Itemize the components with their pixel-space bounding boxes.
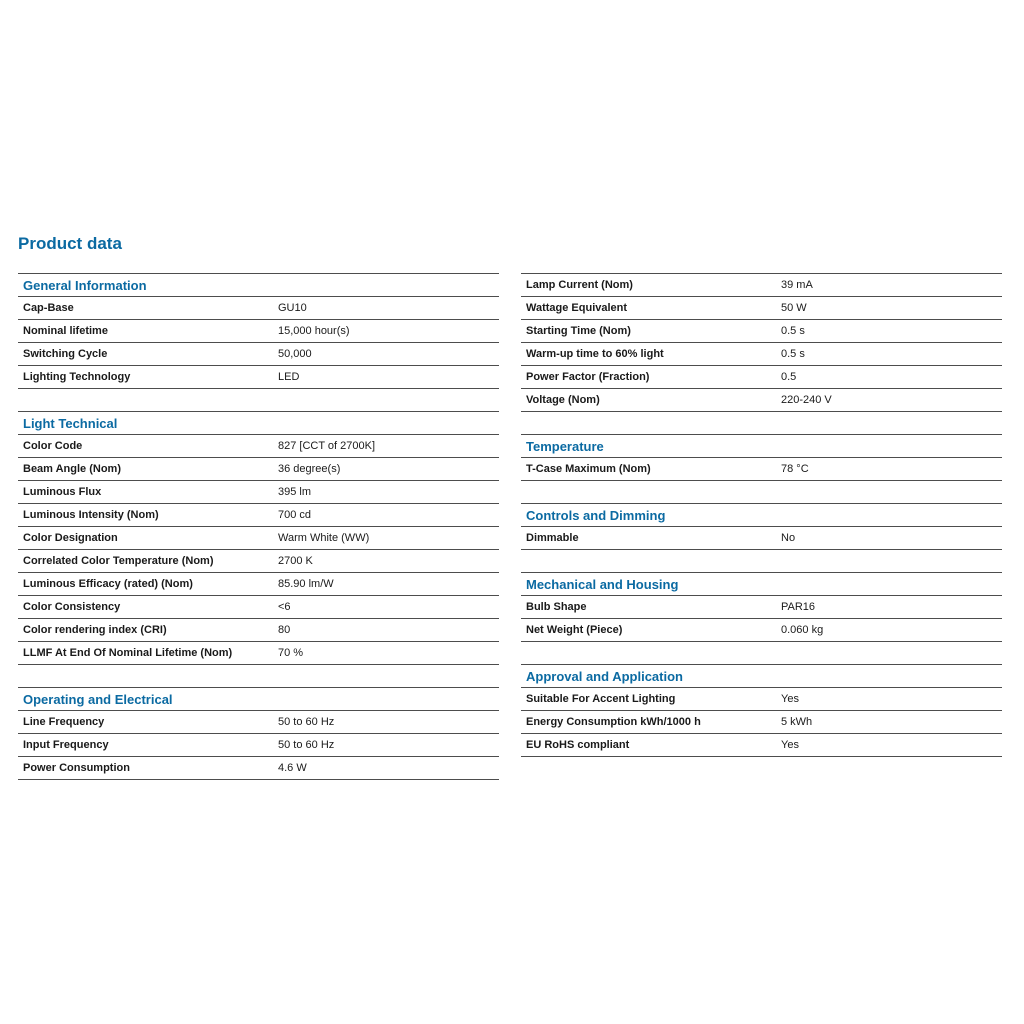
spec-label: T-Case Maximum (Nom) [526,463,651,475]
spec-value: 50 to 60 Hz [278,739,335,751]
spec-row-luminous-efficacy-rated-nom [18,573,499,596]
spec-value: PAR16 [781,601,816,613]
spec-label: Color rendering index (CRI) [23,624,167,636]
left-spec-column [18,273,499,780]
spec-value: 395 lm [278,486,312,498]
spec-row-wattage-equivalent [521,297,1002,320]
spec-value: 5 kWh [781,716,813,728]
spec-label: Energy Consumption kWh/1000 h [526,716,701,728]
spec-row-t-case-maximum-nom [521,458,1002,481]
spec-label: Correlated Color Temperature (Nom) [23,555,214,567]
spec-label: Voltage (Nom) [526,394,600,406]
spec-label: Luminous Efficacy (rated) (Nom) [23,578,193,590]
spec-value: 80 [278,624,291,636]
spec-label: Switching Cycle [23,348,108,360]
spec-value: 39 mA [781,279,813,291]
section-heading-controls-and-dimming: Controls and Dimming [521,504,1002,527]
spec-label: Input Frequency [23,739,109,751]
spec-row-luminous-intensity-nom [18,504,499,527]
spec-row-voltage-nom [521,389,1002,412]
spec-row-line-frequency [18,711,499,734]
section-heading-approval-and-application: Approval and Application [521,665,1002,688]
spec-label: EU RoHS compliant [526,739,630,751]
spec-value: 78 °C [781,463,809,475]
spec-value: 70 % [278,647,304,659]
spec-label: Luminous Flux [23,486,102,498]
spec-value: 0.5 s [781,348,805,360]
spec-row-starting-time-nom [521,320,1002,343]
section-heading-light-technical: Light Technical [18,412,499,435]
spec-value: <6 [278,601,291,613]
spec-label: Dimmable [526,532,579,544]
spec-row-color-consistency [18,596,499,619]
spec-row-beam-angle-nom [18,458,499,481]
spec-row-cap-base [18,297,499,320]
spec-value: Yes [781,693,799,705]
spec-value: 220-240 V [781,394,832,406]
section-spacer [521,642,1002,665]
spec-label: Suitable For Accent Lighting [526,693,676,705]
page-title: Product data [18,234,122,253]
spec-value: 0.060 kg [781,624,824,636]
spec-value: 827 [CCT of 2700K] [278,440,376,452]
section-spacer [18,389,499,412]
spec-value: 0.5 s [781,325,805,337]
section-spacer [521,550,1002,573]
spec-row-color-code [18,435,499,458]
spec-value: 4.6 W [278,762,307,774]
spec-label: Beam Angle (Nom) [23,463,121,475]
spec-label: Net Weight (Piece) [526,624,623,636]
spec-row-energy-consumption-kwh-1000-h [521,711,1002,734]
spec-row-net-weight-piece [521,619,1002,642]
spec-value: 700 cd [278,509,312,521]
spec-label: Nominal lifetime [23,325,108,337]
spec-row-lighting-technology [18,366,499,389]
spec-label: Power Consumption [23,762,130,774]
spec-label: Bulb Shape [526,601,587,613]
spec-label: Wattage Equivalent [526,302,628,314]
spec-row-eu-rohs-compliant [521,734,1002,757]
spec-value: LED [278,371,300,383]
spec-row-power-factor-fraction [521,366,1002,389]
spec-label: Line Frequency [23,716,105,728]
spec-label: Warm-up time to 60% light [526,348,664,360]
spec-row-warm-up-time-to-60-light [521,343,1002,366]
section-spacer [521,412,1002,435]
section-spacer [18,665,499,688]
section-heading-temperature: Temperature [521,435,1002,458]
spec-label: Power Factor (Fraction) [526,371,650,383]
spec-row-input-frequency [18,734,499,757]
spec-row-suitable-for-accent-lighting [521,688,1002,711]
spec-row-nominal-lifetime [18,320,499,343]
spec-value: 15,000 hour(s) [278,325,350,337]
spec-label: Lamp Current (Nom) [526,279,633,291]
section-heading-operating-and-electrical: Operating and Electrical [18,688,499,711]
spec-row-lamp-current-nom [521,274,1002,297]
spec-label: Luminous Intensity (Nom) [23,509,159,521]
spec-value: Warm White (WW) [278,532,370,544]
section-heading-general-information: General Information [18,274,499,297]
section-heading-mechanical-and-housing: Mechanical and Housing [521,573,1002,596]
section-spacer [521,481,1002,504]
spec-row-luminous-flux [18,481,499,504]
spec-row-power-consumption [18,757,499,780]
spec-value: 36 degree(s) [278,463,341,475]
spec-label: LLMF At End Of Nominal Lifetime (Nom) [23,647,233,659]
spec-value: 50 W [781,302,807,314]
spec-label: Lighting Technology [23,371,131,383]
spec-value: Yes [781,739,799,751]
spec-row-correlated-color-temperature-nom [18,550,499,573]
spec-label: Color Code [23,440,83,452]
spec-label: Color Consistency [23,601,121,613]
spec-row-color-designation [18,527,499,550]
spec-value: 50 to 60 Hz [278,716,335,728]
spec-row-dimmable [521,527,1002,550]
right-spec-column [521,273,1002,757]
spec-label: Color Designation [23,532,118,544]
spec-label: Cap-Base [23,302,74,314]
spec-value: 0.5 [781,371,797,383]
spec-row-color-rendering-index-cri [18,619,499,642]
spec-label: Starting Time (Nom) [526,325,631,337]
spec-value: 50,000 [278,348,312,360]
spec-value: 2700 K [278,555,313,567]
spec-value: 85.90 lm/W [278,578,334,590]
spec-row-switching-cycle [18,343,499,366]
spec-value: No [781,532,796,544]
spec-row-bulb-shape [521,596,1002,619]
spec-value: GU10 [278,302,307,314]
spec-row-llmf-at-end-of-nominal-lifetime-nom [18,642,499,665]
